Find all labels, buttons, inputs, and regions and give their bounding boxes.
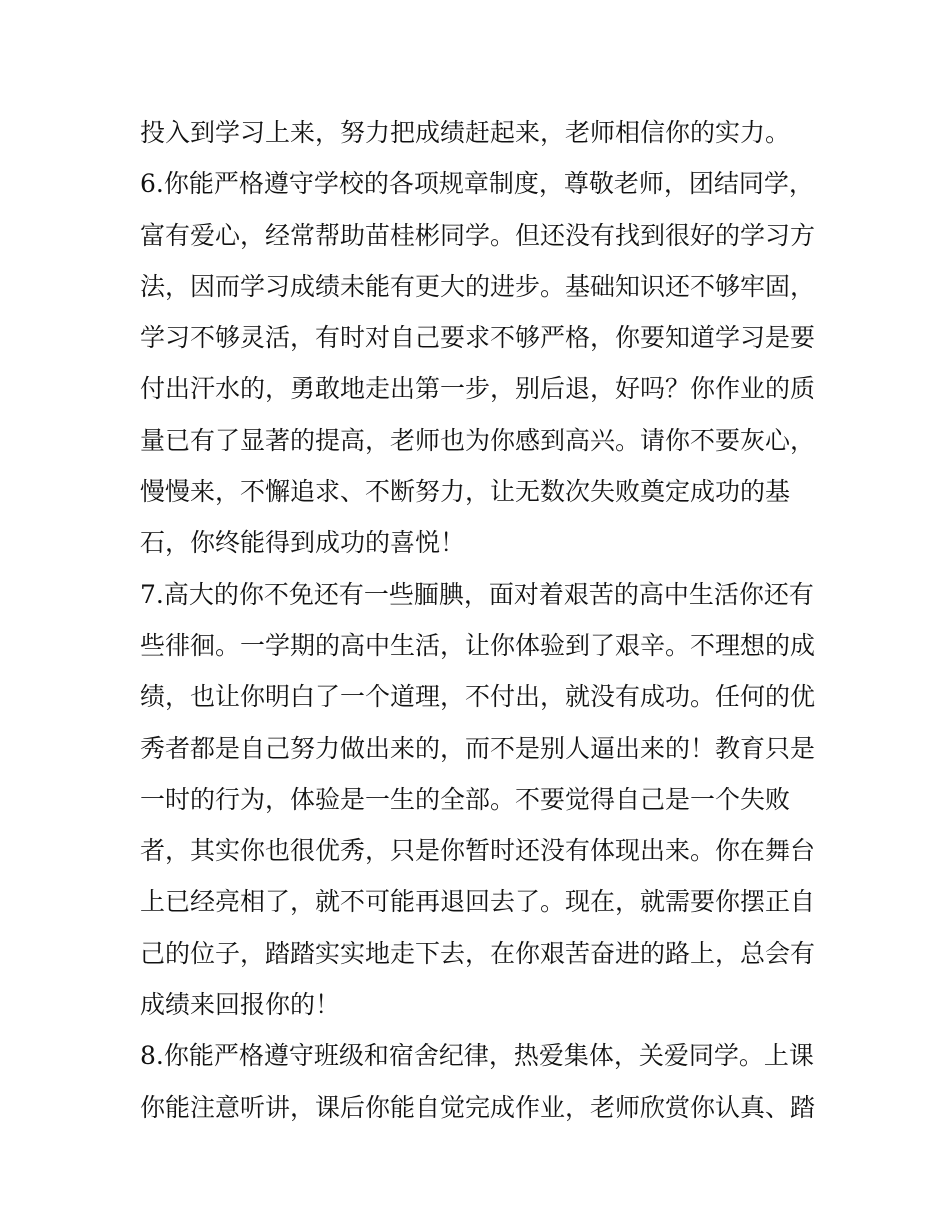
- text-line: 成绩来回报你的！: [140, 990, 341, 1020]
- text-line: 7.高大的你不免还有一些腼腆，面对着艰苦的高中生活你还有: [140, 579, 814, 609]
- text-line: 慢慢来，不懈追求、不断努力，让无数次失败奠定成功的基: [140, 477, 791, 507]
- text-line: 石，你终能得到成功的喜悦！: [140, 528, 466, 558]
- text-line: 6.你能严格遵守学校的各项规章制度，尊敬老师，团结同学，: [140, 169, 814, 199]
- text-line: 8.你能严格遵守班级和宿舍纪律，热爱集体，关爱同学。上课: [140, 1041, 814, 1071]
- text-line: 些徘徊。一学期的高中生活，让你体验到了艰辛。不理想的成: [140, 630, 816, 660]
- text-line: 法，因而学习成绩未能有更大的进步。基础知识还不够牢固，: [140, 271, 816, 301]
- text-line: 一时的行为，体验是一生的全部。不要觉得自己是一个失败: [140, 784, 791, 814]
- text-line: 上已经亮相了，就不可能再退回去了。现在，就需要你摆正自: [140, 887, 816, 917]
- text-line: 付出汗水的，勇敢地走出第一步，别后退，好吗？你作业的质: [140, 374, 816, 404]
- text-line: 富有爱心，经常帮助苗桂彬同学。但还没有找到很好的学习方: [140, 220, 816, 250]
- text-line: 者，其实你也很优秀，只是你暂时还没有体现出来。你在舞台: [140, 836, 816, 866]
- text-line: 量已有了显著的提高，老师也为你感到高兴。请你不要灰心，: [140, 425, 816, 455]
- text-line: 你能注意听讲，课后你能自觉完成作业，老师欣赏你认真、踏: [140, 1092, 816, 1122]
- document-body: [140, 107, 820, 1133]
- text-line: 学习不够灵活，有时对自己要求不够严格，你要知道学习是要: [140, 323, 816, 353]
- text-line: 绩，也让你明白了一个道理，不付出，就没有成功。任何的优: [140, 682, 816, 712]
- text-line: 己的位子，踏踏实实地走下去，在你艰苦奋进的路上，总会有: [140, 938, 816, 968]
- text-line: 秀者都是自己努力做出来的，而不是别人逼出来的！教育只是: [140, 733, 816, 763]
- text-line: 投入到学习上来，努力把成绩赶起来，老师相信你的实力。: [140, 118, 791, 147]
